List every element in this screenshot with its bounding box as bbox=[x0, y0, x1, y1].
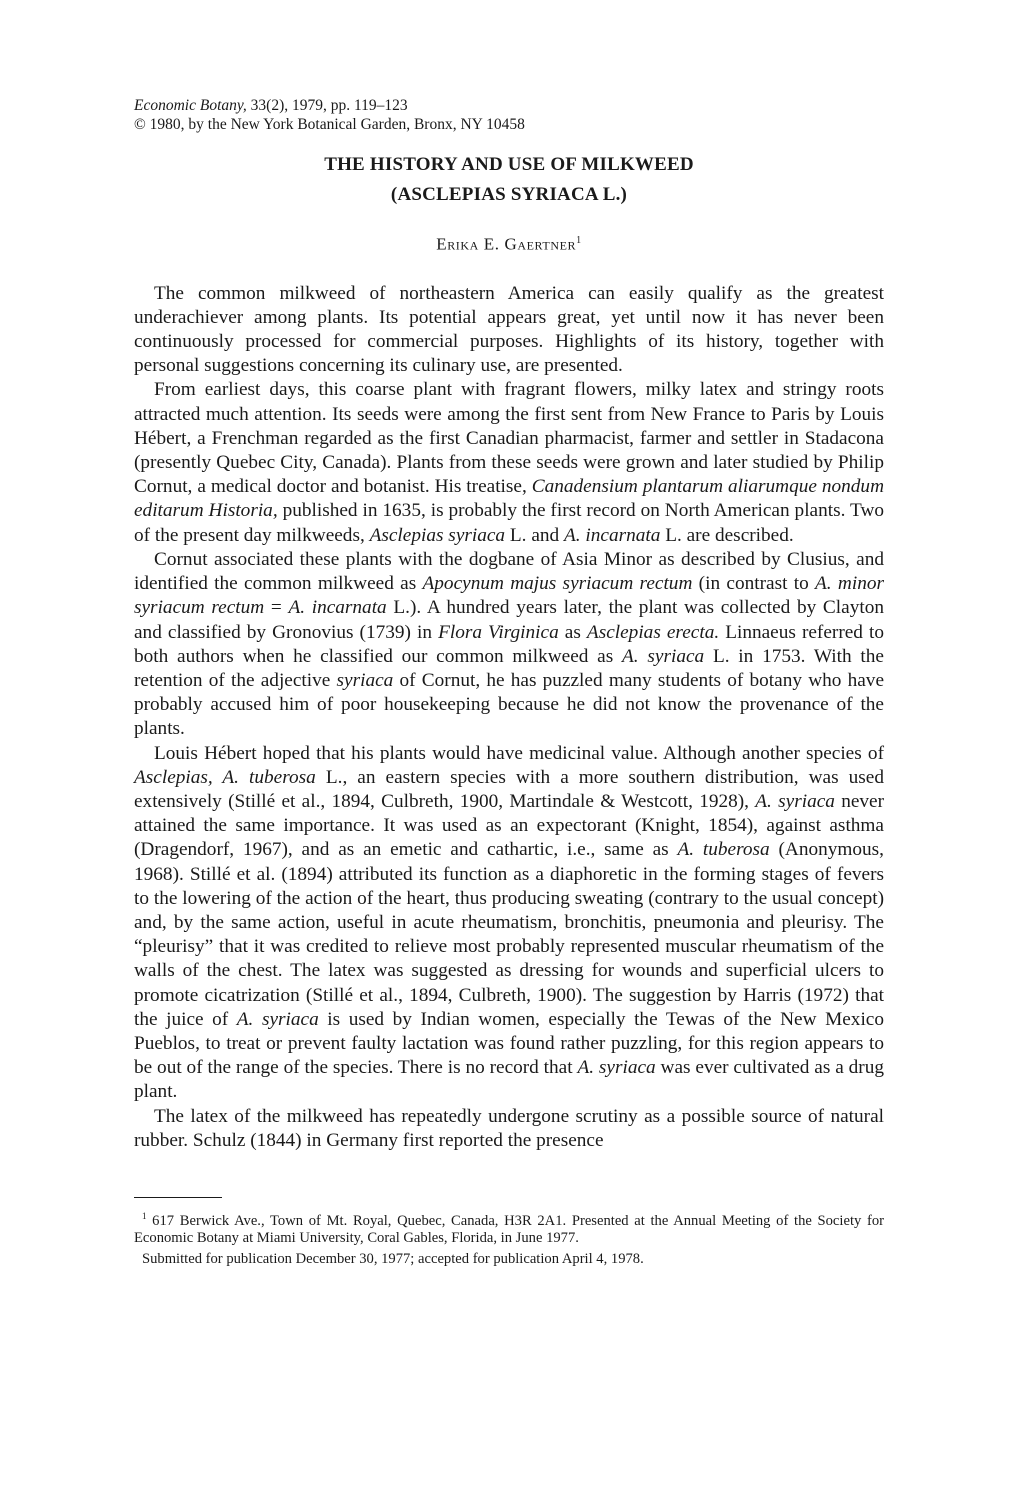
p3-italic-2: A. minor syriacum rectum bbox=[134, 573, 884, 619]
p4-text-d: (Anonymous, 1968). Stillé et al. (1894) attributed its function as a diaphoretic in the forming stages of fevers to the lowering of the action of the heart, thus producing sweating (contrary to the usual concept) and, by the same action, useful in acute rheumatism, bronchitis, pneumonia and pleurisy. The “pleurisy” that it was credited to relieve most probably represented muscular rheumatism of the walls of the chest. The latex was suggested as dressing for wounds and superficial ulcers to promote cicatrization (Stillé et al., 1894, Culbreth, 1900). The suggestion by Harris (1972) that the juice of bbox=[134, 839, 885, 1030]
p3-text-h: of Cornut, he has puzzled many students of botany who have probably accused him of poor housekeeping because he did not know the provenance of the plants. bbox=[134, 669, 885, 740]
submission-dates: Submitted for publication December 30, 1977; accepted for publication April 4, 1978. bbox=[142, 1250, 644, 1267]
footnote-divider bbox=[134, 1197, 222, 1198]
p4-text-c: never attained the same importance. It was used as an expectorant (Knight, 1854), against asthma (Dragendorf, 1967), and as an emetic and cathartic, i.e., same as bbox=[134, 790, 885, 861]
body-paragraph-5: The latex of the milkweed has repeatedly undergone scrutiny as a possible source of natural rubber. Schulz (1844) in Germany first reported the presence bbox=[134, 1105, 884, 1151]
article-title bbox=[134, 150, 884, 210]
p4-italic-3: A. tuberosa bbox=[677, 839, 770, 861]
p2-text-c: L. and bbox=[505, 524, 564, 546]
body-paragraph-2 bbox=[134, 378, 884, 547]
author-byline bbox=[134, 230, 884, 256]
p3-text-g: L. in 1753. With the retention of the adjective bbox=[134, 645, 884, 691]
p3-text-c: = bbox=[264, 597, 289, 619]
copyright-line: © 1980, by the New York Botanical Garden, Bronx, NY 10458 bbox=[134, 116, 525, 133]
author-name: Erika E. Gaertner bbox=[436, 234, 577, 254]
p4-text-b: L., an eastern species with a more southern distribution, was used extensively (Stillé et al., 1894, Culbreth, 1900, Martindale & Westcott, 1928), bbox=[134, 766, 884, 812]
article-page bbox=[134, 96, 884, 1268]
body-paragraph-4 bbox=[134, 742, 884, 1105]
author-footnote-mark: 1 bbox=[576, 235, 582, 246]
footnote-1-text: 617 Berwick Ave., Town of Mt. Royal, Quebec, Canada, H3R 2A1. Presented at the Annual Meeting of the Society for Economic Botany at Miami University, Coral Gables, Florida, in June 1977. bbox=[134, 1212, 884, 1247]
journal-volume-pages: 33(2), 1979, pp. 119–123 bbox=[246, 97, 408, 114]
p2-text-a: From earliest days, this coarse plant with fragrant flowers, milky latex and stringy roots attracted much attention. Its seeds were among the first sent from New France to Paris by Louis Hébert, a Frenchman regarded as the first Canadian pharmacist, farmer and settler in Stadacona (presently Quebec City, Canada). Plants from these seeds were grown and later studied by Philip Cornut, a medical doctor and botanist. His treatise, bbox=[134, 379, 884, 498]
p3-italic-7: syriaca bbox=[336, 669, 394, 691]
p4-italic-1: Asclepias, A. tuberosa bbox=[134, 766, 316, 788]
journal-name: Economic Botany, bbox=[134, 97, 247, 114]
p2-text-b: published in 1635, is probably the first record on North American plants. Two of the present day milkweeds, bbox=[134, 500, 885, 546]
p2-italic-3: A. incarnata bbox=[563, 524, 661, 546]
p3-text-e: as bbox=[558, 621, 587, 643]
p3-text-f: Linnaeus referred to both authors when he classified our common milkweed as bbox=[134, 621, 884, 667]
p4-italic-5: A. syriaca bbox=[577, 1057, 656, 1079]
p2-italic-1: Canadensium plantarum aliarumque nondum editarum Historia, bbox=[134, 476, 884, 522]
title-line-2: (ASCLEPIAS SYRIACA L.) bbox=[390, 184, 628, 205]
p4-text-f: was ever cultivated as a drug plant. bbox=[134, 1057, 884, 1103]
journal-citation bbox=[134, 96, 884, 115]
p4-italic-2: A. syriaca bbox=[755, 790, 835, 812]
article-body bbox=[134, 282, 884, 1153]
footnote-1 bbox=[134, 1208, 884, 1248]
p3-text-d: L.). A hundred years later, the plant was collected by Clayton and classified by Gronovius (1739) in bbox=[134, 597, 884, 643]
title-line-1: THE HISTORY AND USE OF MILKWEED bbox=[324, 154, 694, 175]
p3-italic-6: A. syriaca bbox=[622, 645, 705, 667]
body-paragraph-1: The common milkweed of northeastern America can easily qualify as the greatest underachiever among plants. Its potential appears great, yet until now it has never been continuously processed for commercial purposes. Highlights of its history, together with personal suggestions concerning its culinary use, are presented. bbox=[134, 282, 884, 377]
p3-text-b: (in contrast to bbox=[692, 573, 816, 595]
p3-text-a: Cornut associated these plants with the dogbane of Asia Minor as described by Clusius, and identified the common milkweed as bbox=[134, 548, 884, 595]
p3-italic-1: Apocynum majus syriacum rectum bbox=[422, 573, 693, 595]
p3-italic-5: Asclepias erecta. bbox=[586, 621, 720, 643]
p2-text-d: L. are described. bbox=[660, 524, 794, 546]
p3-italic-3: A. incarnata bbox=[288, 597, 387, 619]
p4-text-a: Louis Hébert hoped that his plants would have medicinal value. Although another species of bbox=[154, 742, 884, 764]
p4-text-e: is used by Indian women, especially the Tewas of the New Mexico Pueblos, to treat or prevent faulty lactation was found rather puzzling, for this region appears to be out of the range of the species. There is no record that bbox=[134, 1008, 884, 1079]
p3-italic-4: Flora Virginica bbox=[438, 621, 559, 643]
p2-italic-2: Asclepias syriaca bbox=[369, 524, 506, 546]
p4-italic-4: A. syriaca bbox=[236, 1008, 319, 1030]
body-paragraph-3 bbox=[134, 548, 884, 742]
footnote-1-mark: 1 bbox=[142, 1210, 147, 1221]
